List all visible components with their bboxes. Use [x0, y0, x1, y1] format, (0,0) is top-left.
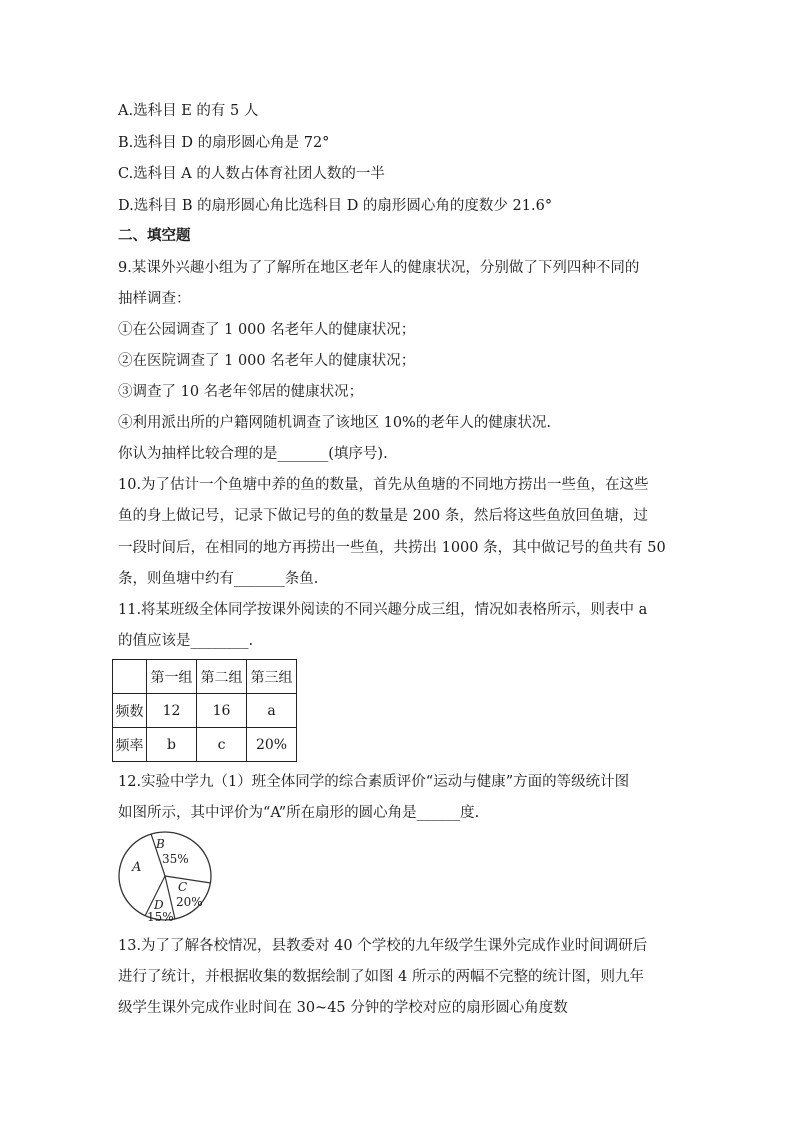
q11-line: 的值应该是________.: [118, 633, 254, 649]
pie-label-a: A: [132, 860, 142, 875]
q13-line: 进行了统计，并根据收集的数据绘制了如图 4 所示的两幅不完整的统计图，则九年: [118, 969, 644, 985]
table-header-row: [113, 660, 297, 694]
table-cell: b: [147, 728, 197, 762]
table-cell: 16: [197, 694, 247, 728]
q13-line: 级学生课外完成作业时间在 30~45 分钟的学校对应的扇形圆心角度数: [118, 1000, 568, 1016]
q9-line: 9.某课外兴趣小组为了了解所在地区老年人的健康状况，分别做了下列四种不同的: [118, 260, 640, 276]
q13-line: 13.为了了解各校情况，县教委对 40 个学校的九年级学生课外完成作业时间调研后: [118, 938, 648, 954]
q9-line: ④利用派出所的户籍网随机调查了该地区 10%的老年人的健康状况.: [118, 415, 551, 431]
table-cell: 第二组: [197, 660, 247, 694]
pie-label-d: D: [154, 898, 164, 912]
table-row: [113, 728, 297, 762]
table-cell: a: [247, 694, 297, 728]
section-heading: 二、填空题: [118, 228, 191, 244]
q10-line: 条，则鱼塘中约有_______条鱼.: [118, 571, 319, 587]
option-a: A.选科目 E 的有 5 人: [118, 103, 259, 119]
pie-label-b: B: [156, 837, 165, 851]
table-cell: 第三组: [247, 660, 297, 694]
q9-line: 抽样调查：: [118, 291, 191, 307]
q10-line: 10.为了估计一个鱼塘中养的鱼的数量，首先从鱼塘的不同地方捞出一些鱼，在这些: [118, 477, 649, 493]
q9-line: ①在公园调查了 1 000 名老年人的健康状况；: [118, 322, 416, 338]
q10-line: 鱼的身上做记号，记录下做记号的鱼的数量是 200 条，然后将这些鱼放回鱼塘，过: [118, 508, 648, 524]
q11-line: 11.将某班级全体同学按课外阅读的不同兴趣分成三组，情况如表格所示，则表中 a: [118, 602, 648, 618]
pie-value-d: 15%: [147, 910, 174, 923]
q12-line: 如图所示，其中评价为“A”所在扇形的圆心角是______度.: [118, 805, 480, 821]
table-cell: 频率: [113, 728, 147, 762]
table-cell: 频数: [113, 694, 147, 728]
option-d: D.选科目 B 的扇形圆心角比选科目 D 的扇形圆心角的度数少 21.6°: [118, 198, 553, 214]
table-cell: [113, 660, 147, 694]
pie-value-b: 35%: [162, 852, 189, 866]
pie-label-c: C: [178, 880, 188, 894]
option-b: B.选科目 D 的扇形圆心角是 72°: [118, 135, 330, 151]
q9-line: ②在医院调查了 1 000 名老年人的健康状况；: [118, 353, 416, 369]
frequency-table: [112, 659, 297, 762]
table-cell: 第一组: [147, 660, 197, 694]
q9-line: 你认为抽样比较合理的是_______(填序号).: [118, 446, 388, 462]
q9-line: ③调查了 10 名老年邻居的健康状况；: [118, 384, 364, 400]
table-row: [113, 694, 297, 728]
table-cell: 12: [147, 694, 197, 728]
pie-chart: [118, 829, 218, 923]
table-cell: 20%: [247, 728, 297, 762]
table-cell: c: [197, 728, 247, 762]
q10-line: 一段时间后，在相同的地方再捞出一些鱼，共捞出 1000 条，其中做记号的鱼共有 50: [118, 540, 666, 556]
option-c: C.选科目 A 的人数占体育社团人数的一半: [118, 166, 385, 182]
pie-value-c: 20%: [176, 895, 203, 909]
q12-line: 12.实验中学九（1）班全体同学的综合素质评价“运动与健康”方面的等级统计图: [118, 774, 630, 790]
